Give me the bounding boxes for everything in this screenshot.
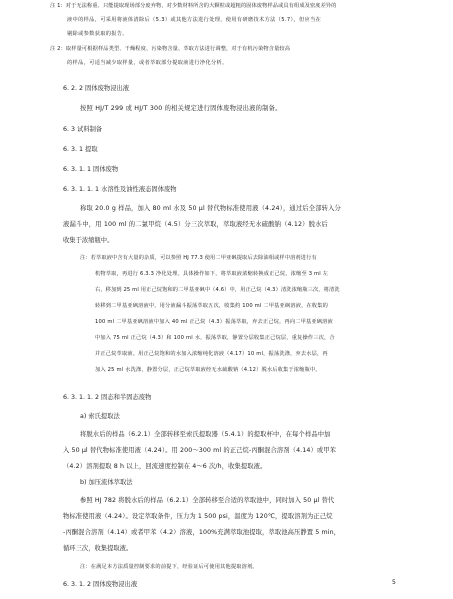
paragraph-line: 称取 20.0 g 样品，加入 80 ml 水及 50 μl 替代物标准使用液（4.24），通过后全部转入分 [80,205,341,212]
section-heading: 6. 3. 1. 2 固体废物浸出液 [63,581,138,588]
note-top-line: 注 2：取样量可根据样品类型、干燥程度、污染物含量、萃取方法进行调整，对于有机污染物含量较高 [50,46,291,52]
paragraph-line: 液漏斗中，用 100 ml 的二氯甲烷（4.5）分三次萃取，萃取液经无水硫酸钠（4.12）脱水后 [63,221,328,228]
section-heading: 6. 3. 1. 1 固体废物 [63,166,119,173]
section-heading: 6. 2. 2 固体废物浸出液 [63,85,130,92]
note-line: 注：在满足本方法质量控制要求的前提下，经验证后可使用其他提取溶剂。 [80,564,258,570]
paragraph-line: -丙酮混合溶剂（4.14）或者甲苯（4.2）溶液，100%充满萃取池提取，萃取池高压静置 5 min， [63,529,341,536]
section-heading: 6. 3. 1 提取 [63,146,98,153]
note-line: 加入 25 ml 水洗涤，静置分层，正己烷萃取液经无水硫酸钠（4.12）脱水后收集于浓缩瓶中。 [95,367,321,373]
note-line: 机物萃取，再进行 6.3.3 净化处理。具体操作如下，将萃取液浓缩转换成正己烷，浓缩至 3 ml 左 [95,271,329,277]
note-line: 右，移加到 25 ml 用正己烷饱和的二甲基亚砜中（4.6）中，用正己烷（4.3）清洗浓缩瓶三次，将清洗 [95,287,340,293]
note-line: 中加入 75 ml 正己烷（4.3）和 100 ml 水，振荡萃取，静置分层收集正己烷层，重复操作三次，合 [95,335,335,341]
page-number: 5 [392,579,396,586]
paragraph-line: 参照 HJ 782 将脱水后的样品（6.2.1）全部转移至合适的萃取池中，同时加入 50 μl 替代 [80,497,335,504]
subsection-label: b) 加压流体萃取法 [80,479,133,486]
paragraph-line: 将脱水后的样品（6.2.1）全部转移至索氏提取器（5.4.1）的提取杯中，在每个样品中加 [80,431,331,438]
note-line: 转移到二甲基亚砜溶液中，用分液漏斗振荡萃取五次，收集约 100 ml 二甲基亚砜溶液，在收集的 [95,303,329,309]
note-top-line: 的样品，可适当减少取样量，或者萃取部分提取液进行净化分析。 [67,60,228,66]
paragraph-line: （4.2）溶剂提取 8 h 以上，回流速度控制在 4～6 次/h，收集提取液。 [63,463,267,470]
paragraph-line: 收集于浓缩瓶中。 [63,237,114,244]
subsection-label: a) 索氏提取法 [80,413,120,420]
section-heading: 6. 3. 1. 1. 2 固态和半固态废物 [63,394,152,401]
note-line: 并正己烷萃取液。用正己烷饱和的水加入浓缩纯化溶液（4.17）10 ml，振荡洗涤，弃去水层，再 [95,351,328,357]
note-line: 注：若萃取液中含有大量的杂质，可以参照 HJ 77.3 使用二甲亚砜提取后去除油相或样中溶剂进行有 [80,255,317,261]
note-line: 100 ml 二甲基亚砜溶液中加入 40 ml 正己烷（4.3）振荡萃取，弃去正己烷，再向二甲基亚砜溶液 [95,319,333,325]
note-top-line: 剔除或参数获取的报告。 [67,31,128,37]
section-heading: 6. 3. 1. 1. 1 水溶性及油性液态固体废物 [63,186,177,193]
paragraph-line: 循环三次，收集提取液。 [63,545,133,552]
note-top-line: 液中的样品，可采用将液体清除后（5.3）或其他方法进行处理，使用有研磨技术方法（5.7），但应当在 [67,17,322,23]
paragraph-line: 入 50 μl 替代物标准使用液（4.24）。用 200～300 ml 的正己烷-丙酮混合溶剂（4.14）或甲苯 [63,447,337,454]
note-top-line: 注 1：对于无法称重、只能提取现场部分废弃物，对少数材料所含的大颗粒或超粗的固体废物样品或具有组成及密度差异的 [50,3,337,9]
paragraph-line: 物标准使用液（4.24）。设定萃取条件，压力为 1 500 psi，温度为 120℃，提取溶剂为正己烷 [63,513,333,520]
section-heading: 6. 3 试料制备 [63,126,103,133]
paragraph-line: 按照 HJ/T 299 或 HJ/T 300 的相关规定进行固体废物浸出液的制备。 [80,105,282,112]
